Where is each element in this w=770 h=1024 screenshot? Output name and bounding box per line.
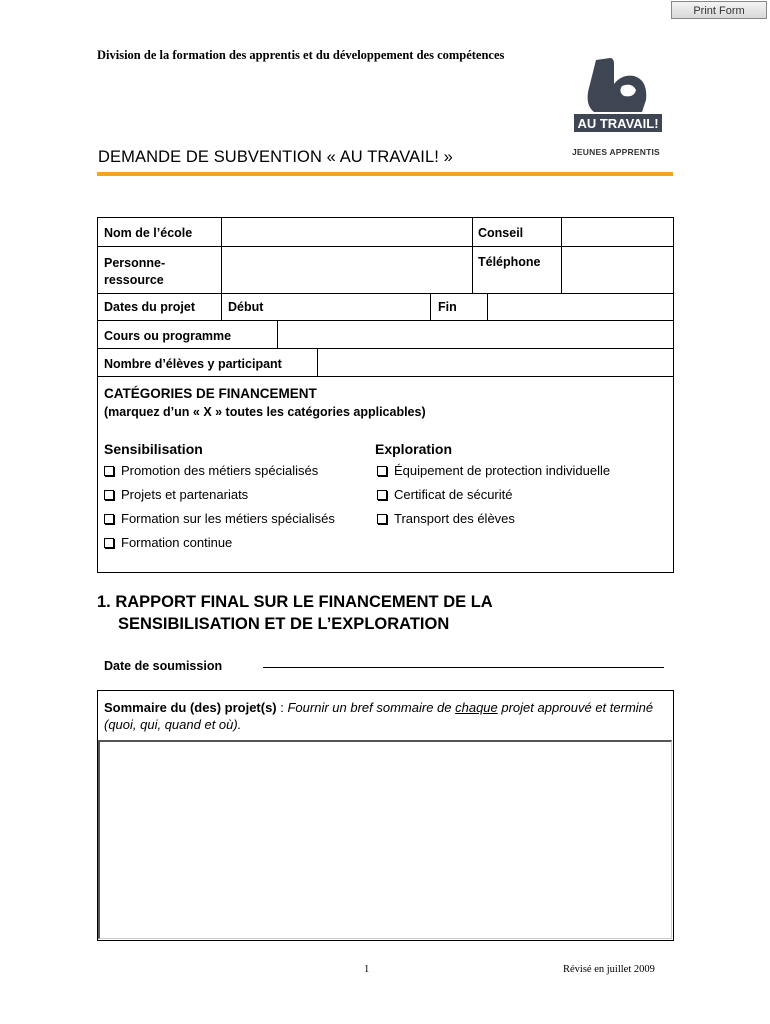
logo-banner-text: AU TRAVAIL!	[577, 116, 659, 131]
submission-date-label: Date de soumission	[104, 659, 223, 673]
form-title: DEMANDE DE SUBVENTION « AU TRAVAIL! »	[98, 148, 453, 166]
board-label: Conseil	[478, 226, 524, 240]
students-count-label: Nombre d’élèves y participant	[104, 357, 282, 371]
report-heading-line1: 1. RAPPORT FINAL SUR LE FINANCEMENT DE LA	[97, 593, 493, 611]
title-underline	[97, 172, 673, 176]
contact-person-label: Personne- ressource	[104, 256, 166, 287]
phone-field[interactable]	[562, 247, 673, 293]
col-divider	[430, 293, 431, 320]
course-label: Cours ou programme	[104, 329, 232, 343]
school-name-field[interactable]	[222, 218, 472, 246]
checkbox[interactable]	[104, 538, 114, 548]
awareness-heading: Sensibilisation	[104, 441, 203, 457]
logo-caption: JEUNES APPRENTIS	[572, 147, 660, 157]
checkbox[interactable]	[377, 466, 387, 476]
report-heading-line2: SENSIBILISATION ET DE L’EXPLORATION	[118, 615, 450, 633]
summary-textarea[interactable]	[98, 740, 672, 939]
contact-person-field[interactable]	[222, 247, 472, 293]
checkbox[interactable]	[377, 490, 387, 500]
category-option: Équipement de protection individuelle	[377, 463, 610, 478]
project-dates-label: Dates du projet	[104, 300, 195, 314]
col-divider	[221, 293, 222, 320]
phone-label: Téléphone	[478, 255, 541, 269]
revision-date: Révisé en juillet 2009	[563, 964, 655, 975]
students-count-field[interactable]	[318, 349, 673, 377]
category-option: Formation continue	[104, 535, 232, 550]
logo-graphic	[572, 56, 664, 136]
categories-heading: CATÉGORIES DE FINANCEMENT	[104, 386, 317, 401]
submission-date-field[interactable]	[263, 667, 664, 668]
end-date-field[interactable]	[488, 294, 673, 320]
category-option: Formation sur les métiers spécialisés	[104, 511, 335, 526]
au-travail-logo	[572, 56, 664, 136]
exploration-heading: Exploration	[375, 441, 453, 457]
summary-label: Sommaire du (des) projet(s)	[104, 700, 277, 715]
course-field[interactable]	[278, 321, 673, 348]
category-option: Certificat de sécurité	[377, 487, 513, 502]
category-option: Promotion des métiers spécialisés	[104, 463, 318, 478]
start-date-field[interactable]	[272, 294, 430, 320]
checkbox[interactable]	[104, 466, 114, 476]
school-name-label: Nom de l’école	[104, 226, 193, 240]
print-form-button[interactable]: Print Form	[671, 1, 767, 19]
checkbox[interactable]	[377, 514, 387, 524]
col-divider	[472, 217, 473, 293]
page-number: 1	[364, 964, 370, 975]
checkbox[interactable]	[104, 490, 114, 500]
summary-instructions: Sommaire du (des) projet(s) : Fournir un bref sommaire de chaque projet approuvé et terminé (quoi, qui, quand et où).	[104, 700, 654, 732]
division-name: Division de la formation des apprentis et du développement des compétences	[97, 48, 505, 62]
start-date-label: Début	[228, 300, 264, 314]
category-option: Transport des élèves	[377, 511, 515, 526]
category-option: Projets et partenariats	[104, 487, 248, 502]
report-heading	[97, 591, 493, 635]
categories-instruction: (marquez d’un « X » toutes les catégories applicables)	[104, 405, 426, 419]
end-date-label: Fin	[438, 300, 457, 314]
checkbox[interactable]	[104, 514, 114, 524]
board-field[interactable]	[562, 218, 673, 246]
